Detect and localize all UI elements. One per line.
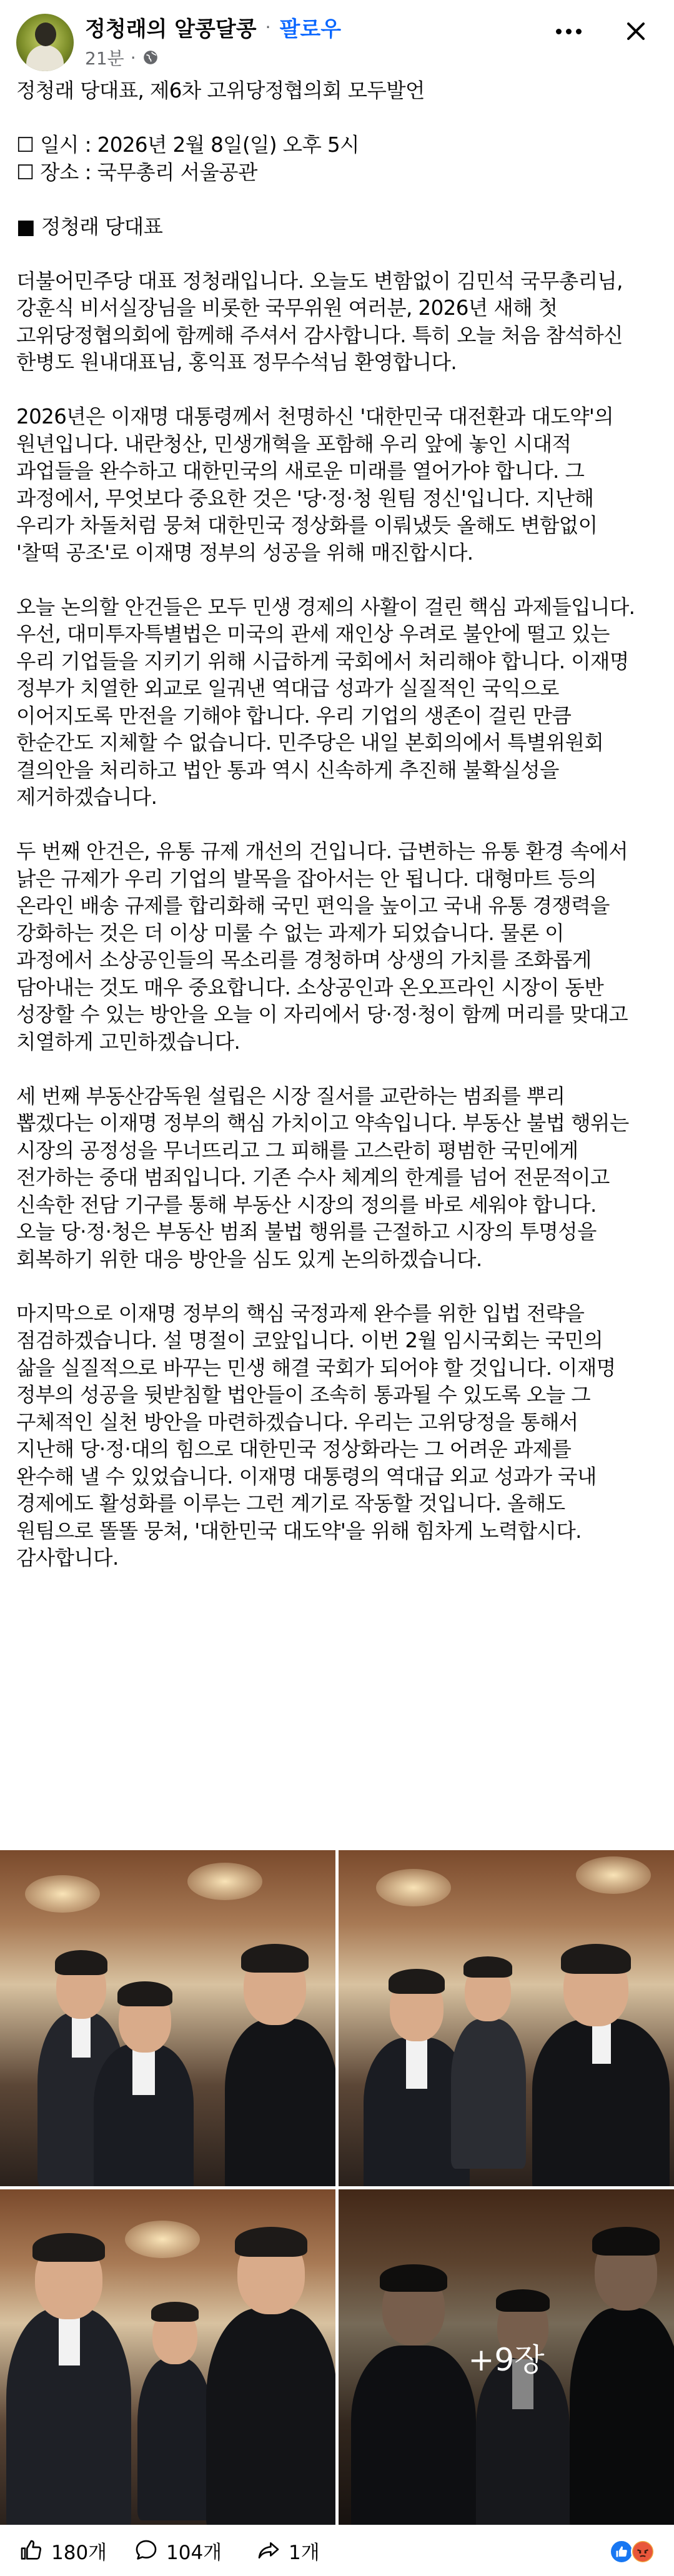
comment-icon bbox=[134, 2538, 159, 2563]
paragraph-closing: 마지막으로 이재명 정부의 핵심 국정과제 완수를 위한 입법 전략을 점검하겠습니다. 설 명절이 코앞입니다. 이번 2월 임시국회는 국민의 삶을 실질적으로 바꾸는 민생 해결 국회가 되어야 할 것입니다. 이재명 정부의 성공을 뒷받침할 법안들이 조속히 통과될 수 있도록 오늘 그 구체적인 실천 방안을 마련하겠습니다. 우리는 고위당정을 통해서 지난해 당·정·대의 힘으로 대한민국 정상화라는 그 어려운 과제를 완수해 낼 수 있었습니다. 이재명 대통령의 역대급 외교 성과가 국내 경제에도 활성화를 이루는 그런 계기로 작동할 것입니다. 올해도 원팀으로 똘똘 뭉쳐, '대한민국 대도약'을 위해 힘차게 노력합시다. 감사합니다. bbox=[16, 1301, 616, 1570]
comment-button[interactable] bbox=[134, 2535, 222, 2566]
like-button[interactable] bbox=[19, 2535, 107, 2566]
meta-separator: · bbox=[130, 47, 136, 68]
reaction-summary[interactable] bbox=[610, 2540, 660, 2565]
globe-icon bbox=[142, 49, 159, 66]
photo-4[interactable] bbox=[339, 2189, 674, 2525]
more-photos-count[interactable]: +9장 bbox=[468, 2341, 545, 2378]
photo-grid bbox=[0, 1850, 674, 2525]
post-body bbox=[16, 77, 660, 1572]
like-reaction-icon bbox=[610, 2540, 633, 2564]
post-schedule: ☐ 일시 : 2026년 2월 8일(일) 오후 5시 ☐ 장소 : 국무총리 서울공관 bbox=[16, 133, 359, 184]
post-header bbox=[0, 0, 674, 70]
photo-3[interactable] bbox=[0, 2189, 335, 2525]
separator-dot: · bbox=[265, 16, 271, 37]
post-title: 정청래 당대표, 제6차 고위당정협의회 모두발언 bbox=[16, 79, 425, 102]
author-name[interactable]: 정청래의 알콩달콩 bbox=[85, 16, 257, 42]
author-row bbox=[85, 11, 341, 42]
paragraph-greeting: 더불어민주당 대표 정청래입니다. 오늘도 변함없이 김민석 국무총리님, 강훈식 비서실장님을 비롯한 국무위원 여러분, 2026년 새해 첫 고위당정협의회에 함께해 주셔서 감사합니다. 특히 오늘 처음 참석하신 한병도 원내대표님, 홍익표 정무수석님 환영합니다. bbox=[16, 269, 623, 374]
close-icon[interactable] bbox=[618, 14, 653, 49]
share-icon bbox=[256, 2538, 281, 2563]
share-button[interactable] bbox=[256, 2535, 320, 2566]
photo-1[interactable] bbox=[0, 1850, 335, 2186]
post-meta bbox=[85, 45, 159, 70]
paragraph-2026: 2026년은 이재명 대통령께서 천명하신 '대한민국 대전환과 대도약'의 원년입니다. 내란청산, 민생개혁을 포함해 우리 앞에 놓인 시대적 과업들을 완수하고 대한민국의 새로운 미래를 열어가야 합니다. 그 과정에서, 무엇보다 중요한 것은 '당·정·청 원팀 정신'입니다. 지난해 우리가 차돌처럼 뭉쳐 대한민국 정상화를 이뤄냈듯 올해도 변함없이 '찰떡 공조'로 이재명 정부의 성공을 위해 매진합시다. bbox=[16, 405, 614, 565]
more-icon[interactable] bbox=[550, 19, 587, 44]
share-count: 1개 bbox=[289, 2541, 320, 2564]
speaker-heading: ■ 정청래 당대표 bbox=[16, 214, 163, 239]
angry-reaction-icon bbox=[631, 2540, 655, 2564]
paragraph-agenda-3: 세 번째 부동산감독원 설립은 시장 질서를 교란하는 범죄를 뿌리 뽑겠다는 이재명 정부의 핵심 가치이고 약속입니다. 부동산 불법 행위는 시장의 공정성을 무너뜨리고 그 피해를 고스란히 평범한 국민에게 전가하는 중대 범죄입니다. 기존 수사 체계의 한계를 넘어 전문적이고 신속한 전담 기구를 통해 부동산 시장의 정의를 바로 세워야 합니다. 오늘 당·정·청은 부동산 범죄 불법 행위를 근절하고 시장의 투명성을 회복하기 위한 대응 방안을 심도 있게 논의하겠습니다. bbox=[16, 1084, 629, 1271]
comment-count: 104개 bbox=[166, 2541, 222, 2564]
post-time[interactable]: 21분 bbox=[85, 48, 124, 69]
more-photos-overlay[interactable] bbox=[339, 2189, 674, 2525]
post-actions bbox=[0, 2525, 674, 2576]
paragraph-agenda-2: 두 번째 안건은, 유통 규제 개선의 건입니다. 급변하는 유통 환경 속에서 낡은 규제가 우리 기업의 발목을 잡아서는 안 됩니다. 대형마트 등의 온라인 배송 규제를 합리화해 국민 편익을 높이고 국내 유통 경쟁력을 강화하는 것은 더 이상 미룰 수 없는 과제가 되었습니다. 물론 이 과정에서 소상공인들의 목소리를 경청하며 상생의 가치를 조화롭게 담아내는 것도 매우 중요합니다. 소상공인과 온오프라인 시장이 동반 성장할 수 있는 방안을 오늘 이 자리에서 당·정·청이 함께 머리를 맞대고 치열하게 고민하겠습니다. bbox=[16, 840, 628, 1054]
paragraph-agenda-1: 오늘 논의할 안건들은 모두 민생 경제의 사활이 걸린 핵심 과제들입니다. 우선, 대미투자특별법은 미국의 관세 재인상 우려로 불안에 떨고 있는 우리 기업들을 지키기 위해 시급하게 국회에서 처리해야 합니다. 이재명 정부가 치열한 외교로 일궈낸 역대급 성과가 실질적인 국익으로 이어지도록 만전을 기해야 합니다. 우리 기업의 생존이 걸린 만큼 한순간도 지체할 수 없습니다. 민주당은 내일 본회의에서 특별위원회 결의안을 처리하고 법안 통과 역시 신속하게 추진해 불확실성을 제거하겠습니다. bbox=[16, 595, 635, 809]
thumbs-up-icon bbox=[19, 2538, 44, 2563]
follow-button[interactable]: 팔로우 bbox=[279, 16, 342, 42]
like-count: 180개 bbox=[51, 2541, 107, 2564]
photo-2[interactable] bbox=[339, 1850, 674, 2186]
avatar[interactable] bbox=[16, 14, 74, 71]
